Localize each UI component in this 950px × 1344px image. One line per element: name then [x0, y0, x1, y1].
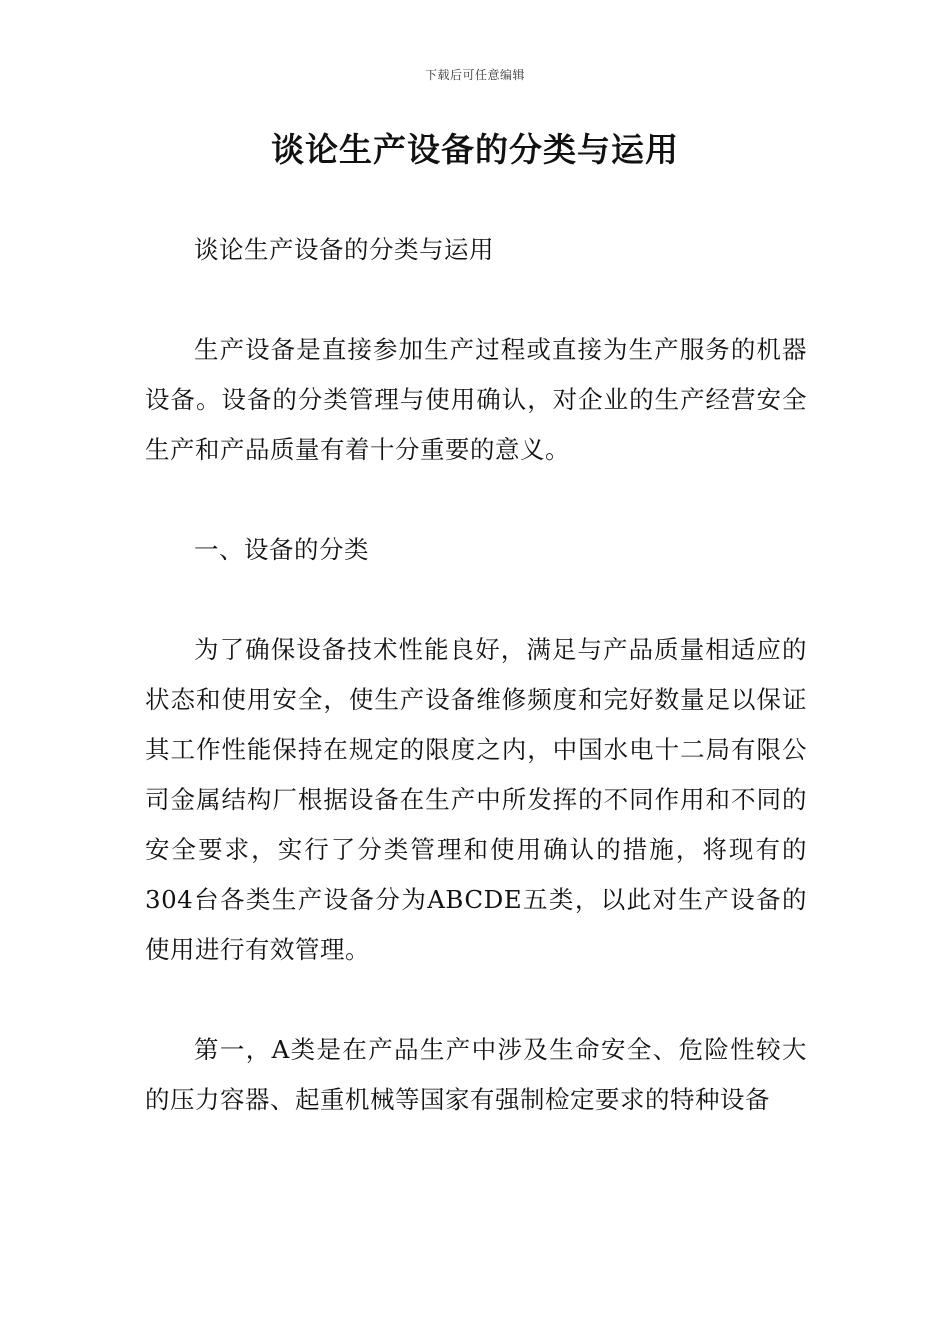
paragraph-intro: 生产设备是直接参加生产过程或直接为生产服务的机器设备。设备的分类管理与使用确认，对企业的生产经营安全生产和产品质量有着十分重要的意义。	[145, 335, 807, 464]
paragraph-class-a: 第一，A类是在产品生产中涉及生命安全、危险性较大的压力容器、起重机械等国家有强制检定要求的特种设备	[145, 1035, 807, 1114]
document-title: 谈论生产设备的分类与运用	[271, 130, 679, 169]
paragraph-gap	[145, 975, 807, 1025]
paragraph-subtitle: 谈论生产设备的分类与运用	[194, 235, 494, 264]
paragraph-gap	[145, 575, 807, 625]
section-heading: 一、设备的分类	[194, 535, 369, 564]
paragraph-classification: 为了确保设备技术性能良好，满足与产品质量相适应的状态和使用安全，使生产设备维修频度和完好数量足以保证其工作性能保持在规定的限度之内，中国水电十二局有限公司金属结构厂根据设备在生产中所发挥的不同作用和不同的安全要求，实行了分类管理和使用确认的措施，将现有的304台各类生产设备分为ABCDE五类，以此对生产设备的使用进行有效管理。	[145, 635, 807, 964]
paragraph-gap	[145, 275, 807, 325]
header-note: 下载后可任意编辑	[424, 68, 525, 82]
document-body	[145, 225, 807, 1125]
paragraph-gap	[145, 475, 807, 525]
